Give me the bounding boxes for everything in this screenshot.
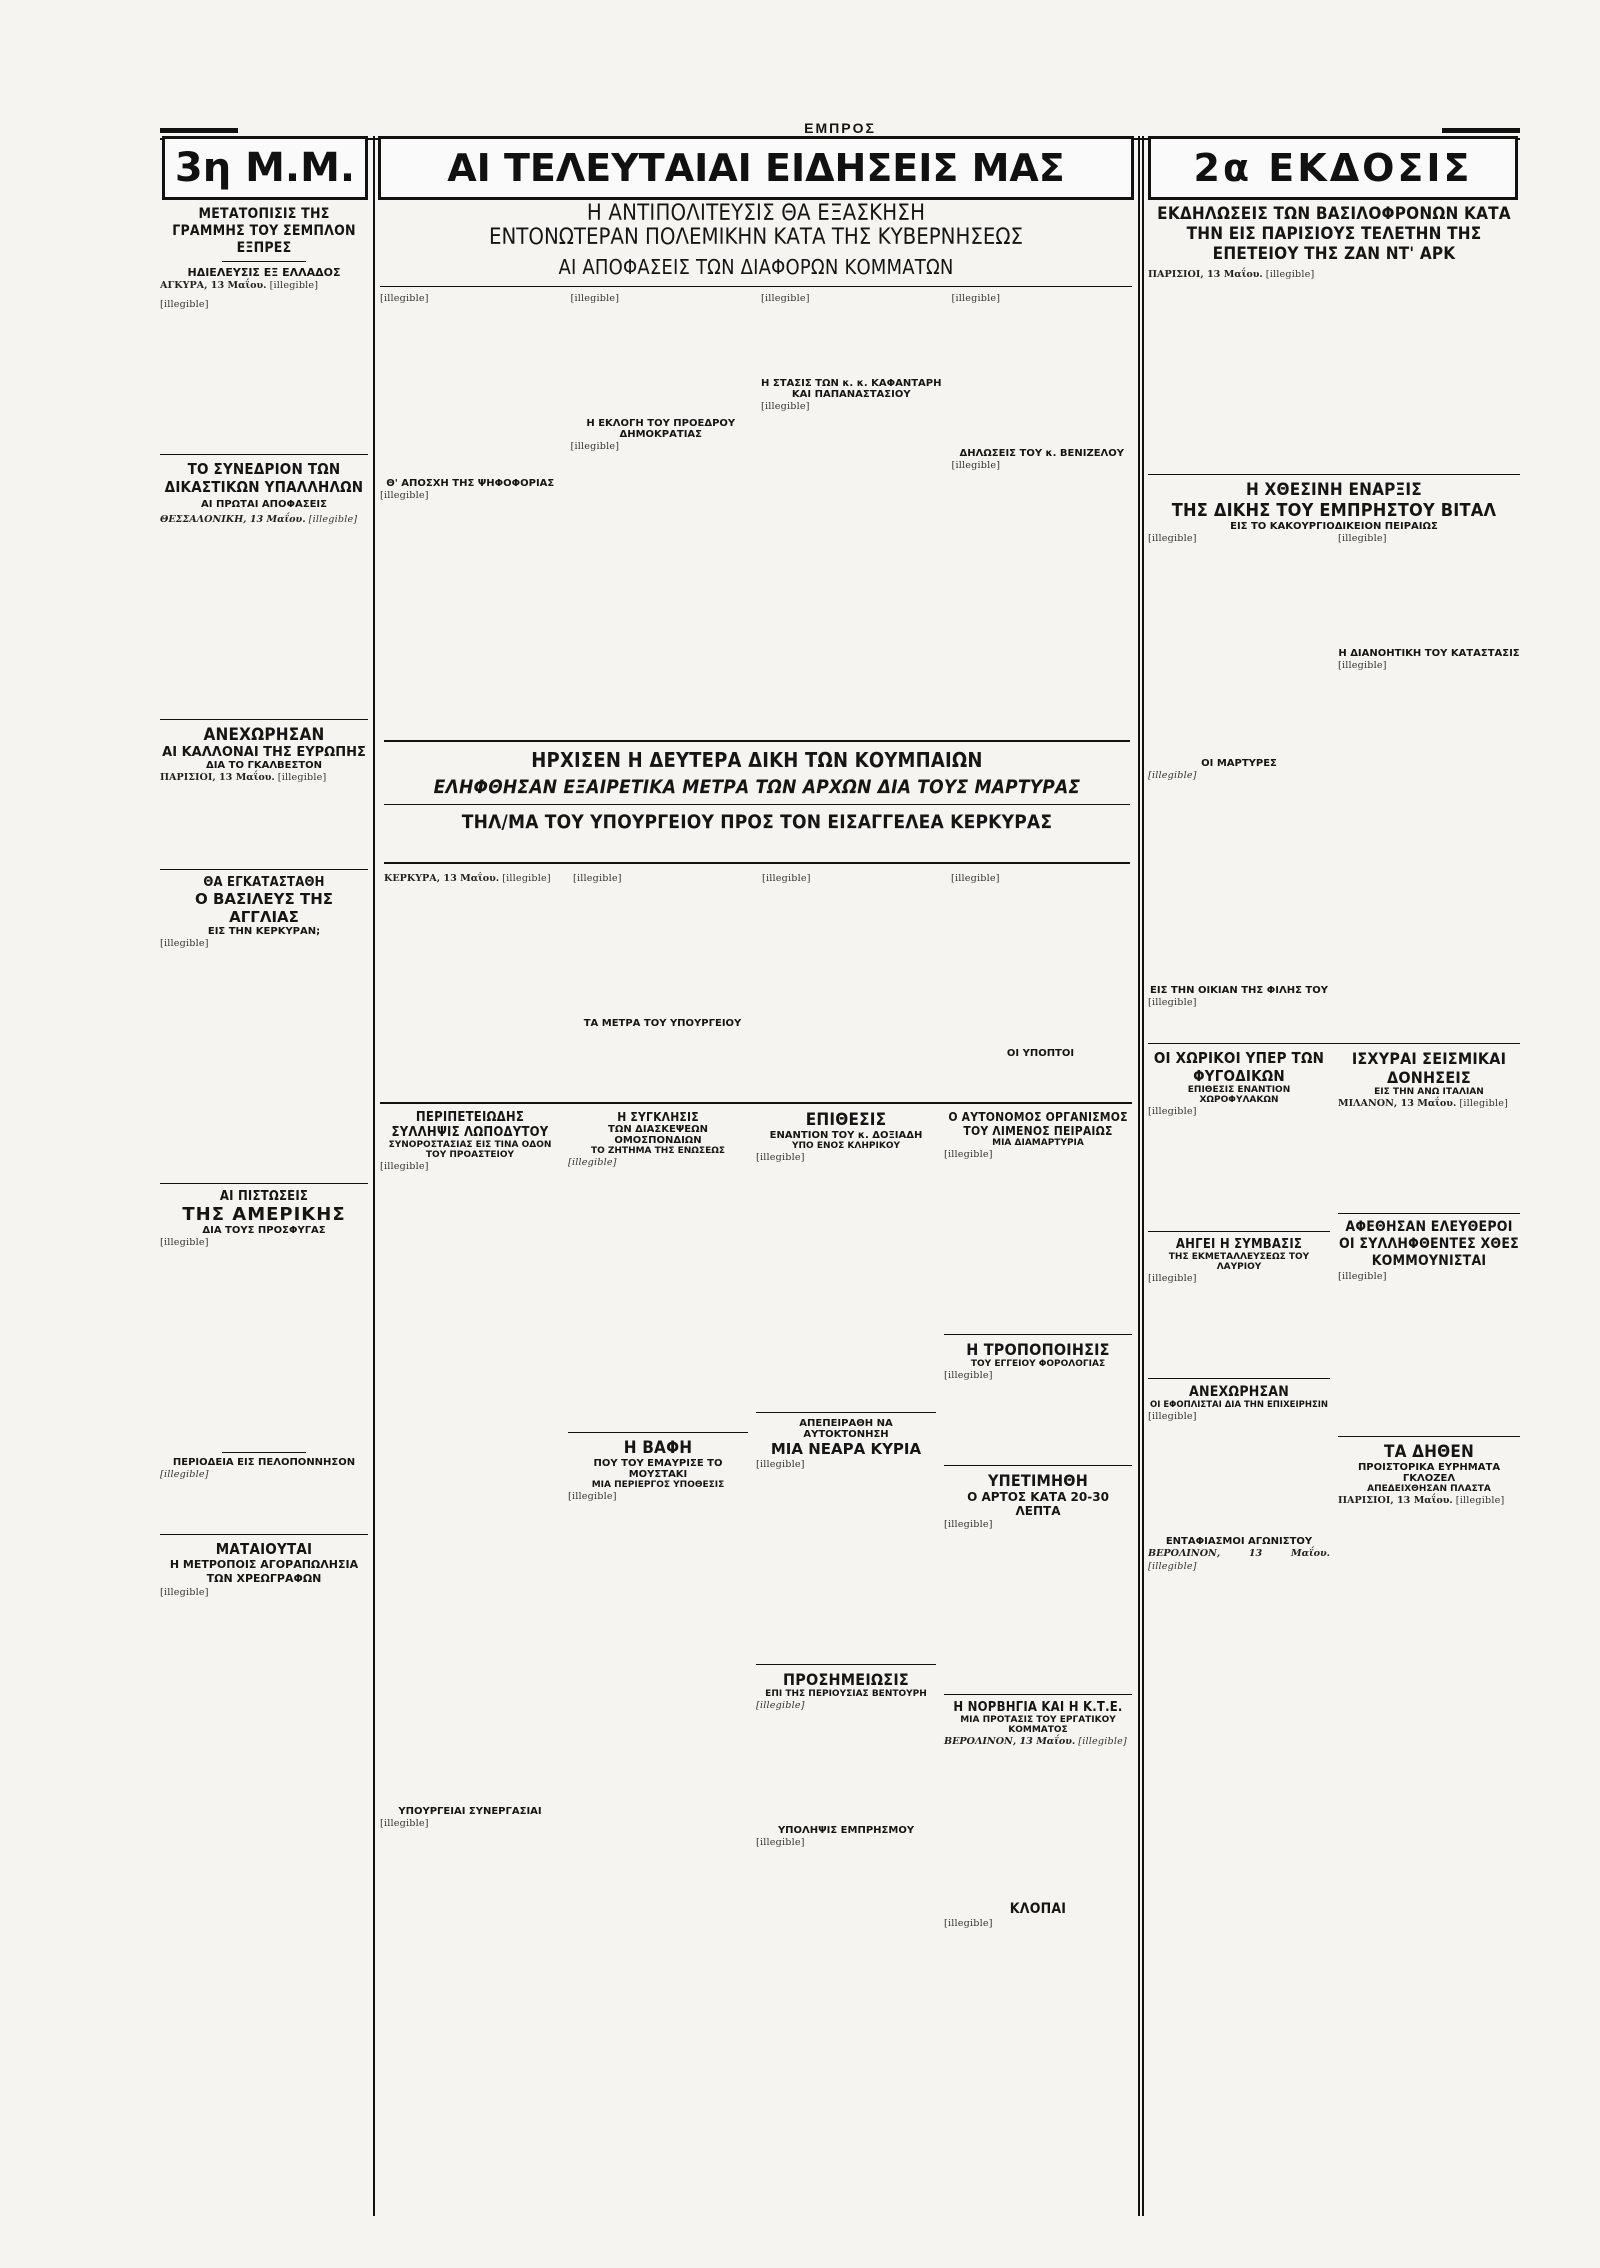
kerkyra-headline: ΗΡΧΙΣΕΝ Η ΔΕΥΤΕΡΑ ΔΙΚΗ ΤΩΝ ΚΟΥΜΠΑΙΩΝ	[531, 748, 983, 772]
dateline: ΠΑΡΙΣΙΟΙ, 13 Μαΐου.	[1338, 1495, 1453, 1506]
article-text: [illegible]	[380, 1161, 429, 1172]
article-text: [illegible]	[1148, 997, 1197, 1008]
article-text: [illegible]	[1148, 1106, 1197, 1117]
right-lower-columns	[1148, 1049, 1520, 1683]
latest-news-banner: ΑΙ ΤΕΛΕΥΤΑΙΑΙ ΕΙΔΗΣΕΙΣ ΜΑΣ	[378, 136, 1134, 200]
lower-center	[380, 1102, 1132, 2262]
article-headline: ΜΕΤΑΤΟΠΙΣΙΣ ΤΗΣ ΓΡΑΜΜΗΣ ΤΟΥ ΣΕΜΠΛΟΝ ΕΞΠΡΕΣ	[172, 206, 356, 256]
article-headline: ΕΝΤΑΦΙΑΣΜΟΙ ΑΓΩΝΙΣΤΟΥ	[1165, 1536, 1313, 1547]
top-story-columns	[380, 292, 1132, 696]
story-column	[952, 292, 1133, 696]
article-headline: ΟΙ ΧΩΡΙΚΟΙ ΥΠΕΡ ΤΩΝ ΦΥΓΟΔΙΚΩΝ	[1153, 1049, 1325, 1085]
column-rule	[373, 136, 375, 2216]
section-subheadline: ΕΙΣ ΤΗΝ ΟΙΚΙΑΝ ΤΗΣ ΦΙΛΗΣ ΤΟΥ	[1150, 985, 1328, 996]
article-text: [illegible]	[277, 772, 327, 783]
article-text: [illegible]	[160, 1237, 209, 1248]
article-headline: Η ΒΑΦΗ	[623, 1438, 693, 1458]
dateline: ΚΕΡΚΥΡΑ, 13 Μαΐου.	[384, 873, 500, 884]
left-column	[160, 206, 368, 2268]
article-subheadline: Η ΜΕΤΡΟΠΟΙΣ ΑΓΟΡΑΠΩΛΗΣΙΑ ΤΩΝ ΧΡΕΩΓΡΑΦΩΝ	[169, 1558, 359, 1585]
section-subheadline: ΟΙ ΥΠΟΠΤΟΙ	[1006, 1048, 1075, 1059]
article-headline: ΑΙ ΠΙΣΤΩΣΕΙΣ	[219, 1189, 309, 1204]
article-text: [illegible]	[944, 1370, 993, 1381]
article-headline: ΕΠΙΘΕΣΙΣ	[805, 1110, 887, 1130]
article-text: [illegible]	[944, 1918, 993, 1929]
section-subheadline: ΔΗΛΩΣΕΙΣ ΤΟΥ κ. ΒΕΝΙΖΕΛΟΥ	[959, 448, 1125, 459]
story-column	[380, 292, 561, 696]
section-subheadline: Η ΔΙΑΝΟΗΤΙΚΗ ΤΟΥ ΚΑΤΑΣΤΑΣΙΣ	[1338, 648, 1520, 659]
article-subheadline: ΑΙ ΚΑΛΛΟΝΑΙ ΤΗΣ ΕΥΡΩΠΗΣ	[162, 745, 366, 760]
article-text: [illegible]	[756, 1700, 805, 1711]
article-text: [illegible]	[951, 293, 1001, 304]
article-headline: ΑΠΕΠΕΙΡΑΘΗ ΝΑ ΑΥΤΟΚΤΟΝΗΣΗ	[799, 1418, 893, 1440]
article-text: [illegible]	[1148, 1273, 1197, 1284]
article-subheadline: ΑΙ ΠΡΩΤΑΙ ΑΠΟΦΑΣΕΙΣ	[201, 499, 327, 510]
article-subheadline: ΜΙΑ ΠΕΡΙΕΡΓΟΣ ΥΠΟΘΕΣΙΣ	[591, 1480, 725, 1490]
article-text: [illegible]	[1338, 533, 1387, 544]
article-subheadline: ΠΟΥ ΤΟΥ ΕΜΑΥΡΙΣΕ ΤΟ ΜΟΥΣΤΑΚΙ	[593, 1458, 723, 1480]
article-subheadline: ΔΙΑ ΤΟ ΓΚΑΛΒΕΣΤΟΝ	[205, 760, 323, 771]
article-subheadline: ΜΙΑ ΝΕΑΡΑ ΚΥΡΙΑ	[770, 1440, 922, 1458]
article-headline: ΥΠΟΥΡΓΕΙΑΙ ΣΥΝΕΡΓΑΣΙΑΙ	[398, 1806, 542, 1817]
article-subheadline: ΕΠΙΘΕΣΙΣ ΕΝΑΝΤΙΟΝ ΧΩΡΟΦΥΛΑΚΩΝ	[1187, 1085, 1291, 1105]
article-headline: ΙΣΧΥΡΑΙ ΣΕΙΣΜΙΚΑΙ ΔΟΝΗΣΕΙΣ	[1351, 1049, 1507, 1087]
article-text: [illegible]	[573, 873, 622, 884]
article-subheadline: ΕΙΣ ΤΗΝ ΚΕΡΚΥΡΑΝ;	[207, 926, 321, 937]
right-column	[1148, 204, 1520, 2264]
dateline: ΠΑΡΙΣΙΟΙ, 13 Μαΐου.	[1148, 269, 1263, 280]
dateline: ΒΕΡΟΛΙΝΟΝ, 13 Μαΐου.	[1148, 1548, 1330, 1559]
article-headline: Η ΧΘΕΣΙΝΗ ΕΝΑΡΞΙΣ	[1246, 480, 1422, 500]
article-subheadline: ΜΙΑ ΠΡΟΤΑΣΙΣ ΤΟΥ ΕΡΓΑΤΙΚΟΥ ΚΟΜΜΑΤΟΣ	[960, 1715, 1116, 1735]
top-story	[380, 202, 1132, 762]
article-subheadline: ΤΗΣ ΕΚΜΕΤΑΛΛΕΥΣΕΩΣ ΤΟΥ ΛΑΥΡΙΟΥ	[1168, 1252, 1310, 1272]
article-text: [illegible]	[762, 873, 811, 884]
article-headline: ΜΑΤΑΙΟΥΤΑΙ	[215, 1540, 313, 1558]
article-text: [illegible]	[1455, 1495, 1505, 1506]
article-text: [illegible]	[570, 441, 620, 452]
article-text: [illegible]	[761, 401, 810, 412]
section-subheadline: Θ' ΑΠΟΣΧΗ ΤΗΣ ΨΗΦΟΦΟΡΙΑΣ	[386, 478, 555, 489]
article-headline: Η ΤΡΟΠΟΠΟΙΗΣΙΣ	[966, 1340, 1110, 1359]
article-text: [illegible]	[1148, 1561, 1197, 1572]
kerkyra-headline: ΤΗΛ/ΜΑ ΤΟΥ ΥΠΟΥΡΓΕΙΟΥ ΠΡΟΣ ΤΟΝ ΕΙΣΑΓΓΕΛΕΑ ΚΕΡΚΥΡΑΣ	[461, 811, 1053, 833]
section-subheadline: Η ΕΚΛΟΓΗ ΤΟΥ ΠΡΟΕΔΡΟΥ ΔΗΜΟΚΡΑΤΙΑΣ	[586, 418, 736, 440]
article-text: [illegible]	[756, 1152, 805, 1163]
article-text: [illegible]	[756, 1459, 805, 1470]
article-headline: ΑΗΓΕΙ Η ΣΥΜΒΑΣΙΣ	[1175, 1237, 1303, 1252]
article-headline: ΑΝΕΧΩΡΗΣΑΝ	[203, 725, 325, 745]
top-story-headline: Η ΑΝΤΙΠΟΛΙΤΕΥΣΙΣ ΘΑ ΕΞΑΣΚΗΣΗ	[586, 202, 926, 226]
lower-col-1	[380, 1110, 560, 1973]
article-text: [illegible]	[1078, 1736, 1127, 1747]
article-text: [illegible]	[568, 1157, 617, 1168]
article-text: [illegible]	[568, 1491, 617, 1502]
article-text: [illegible]	[570, 293, 620, 304]
article-headline: ΤΟ ΣΥΝΕΔΡΙΟΝ ΤΩΝ ΔΙΚΑΣΤΙΚΩΝ ΥΠΑΛΛΗΛΩΝ	[164, 460, 364, 496]
lower-col-4	[944, 1110, 1132, 2023]
article-subheadline: ΔΙΑ ΤΟΥΣ ΠΡΟΣΦΥΓΑΣ	[202, 1225, 326, 1236]
article-text: [illegible]	[380, 293, 429, 304]
lower-col-3	[756, 1110, 936, 2022]
article-headline: ΕΚΔΗΛΩΣΕΙΣ ΤΩΝ ΒΑΣΙΛΟΦΡΟΝΩΝ ΚΑΤΑ ΤΗΝ ΕΙΣ ΠΑΡΙΣΙΟΥΣ ΤΕΛΕΤΗΝ ΤΗΣ ΕΠΕΤΕΙΟΥ ΤΗΣ ΖΑΝ ΝΤ' ΑΡΚ	[1157, 204, 1511, 264]
section-subheadline: ΟΙ ΜΑΡΤΥΡΕΣ	[1201, 758, 1277, 769]
article-subheadline: ΗΔΙΕΛΕΥΣΙΣ ΕΞ ΕΛΛΑΔΟΣ	[187, 266, 341, 279]
dateline: ΒΕΡΟΛΙΝΟΝ, 13 Μαΐου.	[944, 1736, 1076, 1747]
article-text: [illegible]	[761, 293, 810, 304]
article-headline: ΥΠΕΤΙΜΗΘΗ	[988, 1471, 1088, 1490]
article-subheadline: ΑΠΕΔΕΙΧΘΗΣΑΝ ΠΛΑΣΤΑ	[1367, 1484, 1491, 1494]
article-text: [illegible]	[944, 1149, 993, 1160]
article-subheadline: ΜΙΑ ΔΙΑΜΑΡΤΥΡΙΑ	[992, 1138, 1084, 1148]
dateline: ΘΕΣΣΑΛΟΝΙΚΗ, 13 Μαΐου.	[160, 514, 306, 525]
article-text: [illegible]	[1459, 1098, 1509, 1109]
story-column	[761, 292, 942, 696]
article-headline: ΚΛΟΠΑΙ	[1009, 1901, 1067, 1917]
article-text: [illegible]	[951, 460, 1001, 471]
article-text: [illegible]	[1148, 1411, 1197, 1422]
article-subheadline: Ο ΒΑΣΙΛΕΥΣ ΤΗΣ ΑΓΓΛΙΑΣ	[194, 890, 334, 926]
article-text: [illegible]	[380, 1818, 429, 1829]
article-text: [illegible]	[380, 490, 429, 501]
article-headline: ΘΑ ΕΓΚΑΤΑΣΤΑΘΗ	[203, 875, 325, 890]
dateline: ΜΙΛΑΝΟΝ, 13 Μαΐου.	[1338, 1098, 1457, 1109]
article-text: [illegible]	[502, 873, 551, 884]
article-headline: Η ΝΟΡΒΗΓΙΑ ΚΑΙ Η Κ.Τ.Ε.	[953, 1700, 1123, 1715]
article-text: [illegible]	[1338, 660, 1387, 671]
column-rule	[1138, 136, 1140, 2216]
article-headline: ΤΑ ΔΗΘΕΝ	[1383, 1442, 1475, 1462]
article-subheadline: ΠΡΟΙΣΤΟΡΙΚΑ ΕΥΡΗΜΑΤΑ ΓΚΛΟΖΕΛ	[1357, 1462, 1501, 1484]
article-text: [illegible]	[951, 873, 1000, 884]
lower-col-2	[568, 1110, 748, 2036]
article-subheadline: ΕΝΑΝΤΙΟΝ ΤΟΥ κ. ΔΟΞΙΑΔΗ	[769, 1130, 923, 1141]
top-story-headline: ΕΝΤΟΝΩΤΕΡΑΝ ΠΟΛΕΜΙΚΗΝ ΚΑΤΑ ΤΗΣ ΚΥΒΕΡΝΗΣΕΩΣ	[489, 225, 1023, 250]
article-subheadline: ΕΙΣ ΤΗΝ ΑΝΩ ΙΤΑΛΙΑΝ	[1374, 1087, 1484, 1097]
masthead-rule-right	[1442, 128, 1520, 133]
article-subheadline: ΤΩΝ ΔΙΑΣΚΕΨΕΩΝ ΟΜΟΣΠΟΝΔΙΩΝ	[608, 1124, 708, 1146]
article-subheadline: ΤΟ ΖΗΤΗΜΑ ΤΗΣ ΕΝΩΣΕΩΣ	[590, 1146, 726, 1156]
article-headline: ΠΡΟΣΗΜΕΙΩΣΙΣ	[783, 1670, 909, 1689]
newspaper-name: ΕΜΠΡΟΣ	[804, 120, 876, 136]
article-text: [illegible]	[269, 280, 319, 291]
article-text: [illegible]	[1338, 1271, 1387, 1282]
section-subheadline: Η ΣΤΑΣΙΣ ΤΩΝ κ. κ. ΚΑΦΑΝΤΑΡΗ ΚΑΙ ΠΑΠΑΝΑΣΤΑΣΙΟΥ	[761, 378, 942, 400]
article-headline: Ο ΑΥΤΟΝΟΜΟΣ ΟΡΓΑΝΙΣΜΟΣ ΤΟΥ ΛΙΜΕΝΟΣ ΠΕΙΡΑΙΩΣ	[948, 1110, 1128, 1138]
article-headline: Η ΣΥΓΚΛΗΣΙΣ	[617, 1110, 699, 1124]
article-text: [illegible]	[756, 1837, 805, 1848]
article-text: [illegible]	[944, 1519, 993, 1530]
article-subheadline: ΕΙΣ ΤΟ ΚΑΚΟΥΡΓΙΟΔΙΚΕΙΟΝ ΠΕΙΡΑΙΩΣ	[1230, 521, 1438, 532]
article-subheadline: Ο ΑΡΤΟΣ ΚΑΤΑ 20-30 ΛΕΠΤΑ	[967, 1490, 1109, 1518]
article-text: [illegible]	[1148, 533, 1197, 544]
article-text: [illegible]	[160, 299, 209, 310]
article-text: [illegible]	[308, 514, 358, 525]
column-rule	[1142, 136, 1144, 2216]
article-subheadline: ΤΗΣ ΑΜΕΡΙΚΗΣ	[182, 1204, 346, 1225]
article-subheadline: ΕΠΙ ΤΗΣ ΠΕΡΙΟΥΣΙΑΣ ΒΕΝΤΟΥΡΗ	[765, 1689, 927, 1699]
dateline: ΑΓΚΥΡΑ, 13 Μαΐου.	[160, 280, 267, 291]
article-text: [illegible]	[160, 1469, 209, 1480]
article-headline: ΠΕΡΙΟΔΕΙΑ ΕΙΣ ΠΕΛΟΠΟΝΝΗΣΟΝ	[172, 1457, 356, 1468]
article-text: [illegible]	[160, 938, 209, 949]
article-text: [illegible]	[1265, 269, 1315, 280]
article-headline: ΥΠΟΛΗΨΙΣ ΕΜΠΡΗΣΜΟΥ	[777, 1825, 915, 1836]
kerkyra-headline: ΕΛΗΦΘΗΣΑΝ ΕΞΑΙΡΕΤΙΚΑ ΜΕΤΡΑ ΤΩΝ ΑΡΧΩΝ ΔΙΑ ΤΟΥΣ ΜΑΡΤΥΡΑΣ	[433, 776, 1081, 798]
article-text: [illegible]	[1148, 770, 1197, 781]
kerkyra-banner	[384, 740, 1130, 864]
article-subheadline: ΣΥΝΟΡΟΣΤΑΣΙΑΣ ΕΙΣ ΤΙΝΑ ΟΔΟΝ ΤΟΥ ΠΡΟΑΣΤΕΙΟΥ	[388, 1140, 552, 1160]
article-subheadline: ΟΙ ΕΦΟΠΛΙΣΤΑΙ ΔΙΑ ΤΗΝ ΕΠΙΧΕΙΡΗΣΙΝ	[1149, 1400, 1329, 1410]
article-headline: ΑΝΕΧΩΡΗΣΑΝ	[1189, 1384, 1289, 1400]
edition-time-tag: 3η Μ.Μ.	[162, 136, 368, 200]
article-subheadline: ΥΠΟ ΕΝΟΣ ΚΛΗΡΙΚΟΥ	[791, 1141, 900, 1151]
article-subheadline: ΤΟΥ ΕΓΓΕΙΟΥ ΦΟΡΟΛΟΓΙΑΣ	[970, 1359, 1106, 1369]
article-headline: ΠΕΡΙΠΕΤΕΙΩΔΗΣ ΣΥΛΛΗΨΙΣ ΛΩΠΟΔΥΤΟΥ	[391, 1110, 549, 1140]
dateline: ΠΑΡΙΣΙΟΙ, 13 Μαΐου.	[160, 772, 275, 783]
story-column	[571, 292, 752, 696]
section-subheadline: ΤΑ ΜΕΤΡΑ ΤΟΥ ΥΠΟΥΡΓΕΙΟΥ	[583, 1018, 742, 1029]
top-story-headline: ΑΙ ΑΠΟΦΑΣΕΙΣ ΤΩΝ ΔΙΑΦΟΡΩΝ ΚΟΜΜΑΤΩΝ	[558, 255, 954, 279]
article-text: [illegible]	[160, 1587, 209, 1598]
article-subheadline: ΤΗΣ ΔΙΚΗΣ ΤΟΥ ΕΜΠΡΗΣΤΟΥ ΒΙΤΑΛ	[1171, 500, 1497, 521]
trial-columns	[1148, 532, 1520, 1038]
article-headline: ΑΦΕΘΗΣΑΝ ΕΛΕΥΘΕΡΟΙ ΟΙ ΣΥΛΛΗΦΘΕΝΤΕΣ ΧΘΕΣ ΚΟΜΜΟΥΝΙΣΤΑΙ	[1339, 1219, 1519, 1269]
second-edition-tag: 2α ΕΚΔΟΣΙΣ	[1148, 136, 1518, 200]
